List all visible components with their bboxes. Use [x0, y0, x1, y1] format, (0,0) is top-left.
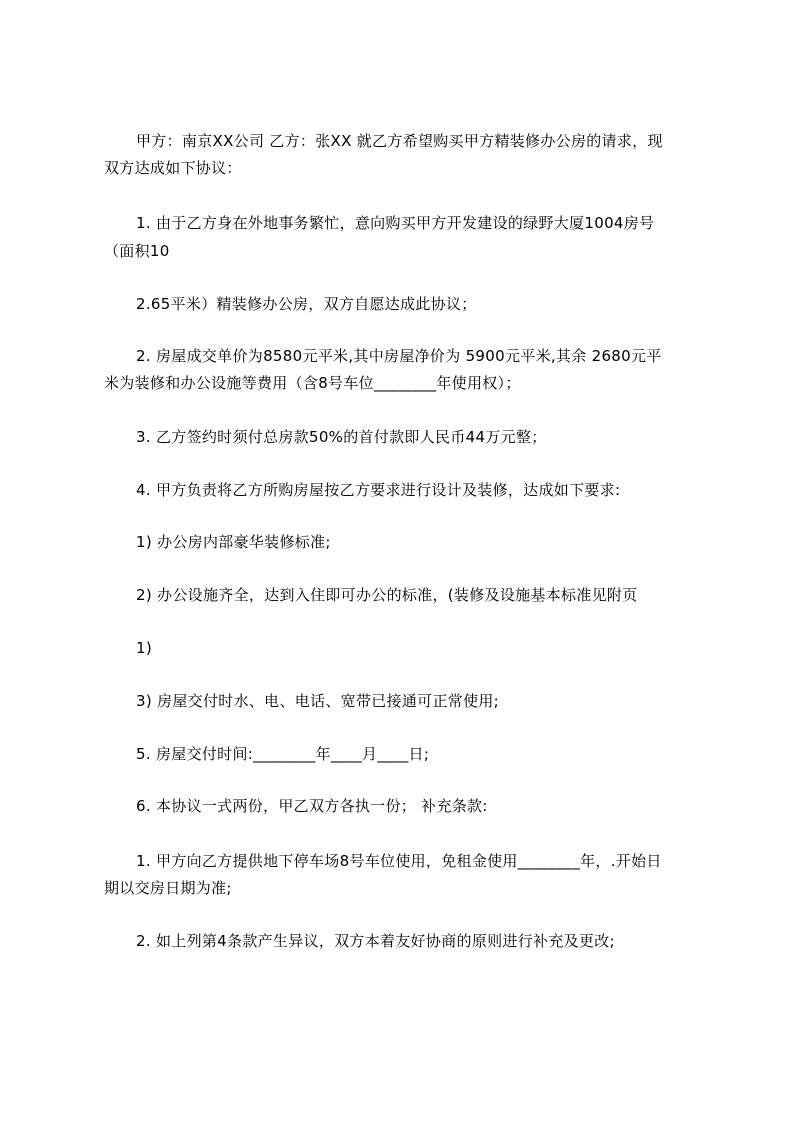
- clause-5: 5. 房屋交付时间:________年____月____日;: [136, 745, 430, 763]
- clause-4-item-3: 3) 房屋交付时水、电、电话、宽带已接通可正常使用;: [136, 692, 500, 710]
- supplement-2: 2. 如上列第4条款产生异议，双方本着友好协商的原则进行补充及更改;: [136, 932, 615, 950]
- supplement-1-line-2: 期以交房日期为准;: [104, 879, 232, 897]
- clause-3: 3. 乙方签约时须付总房款50%的首付款即人民币44万元整；: [136, 428, 547, 446]
- clause-1-line-3: 2.65平米）精装修办公房，双方自愿达成此协议；: [136, 295, 477, 313]
- clause-2-line-1: 2. 房屋成交单价为8580元平米,其中房屋净价为 5900元平米,其余 2680元平: [136, 347, 662, 365]
- clause-4-item-1: 1) 办公房内部豪华装修标准;: [136, 533, 331, 551]
- clause-2-line-2: 米为装修和办公设施等费用（含8号车位________年使用权）；: [104, 374, 521, 392]
- preamble-line-2: 双方达成如下协议：: [104, 159, 242, 177]
- clause-4: 4. 甲方负责将乙方所购房屋按乙方要求进行设计及装修，达成如下要求:: [136, 481, 621, 499]
- clause-4-item-2-cont: 1): [136, 639, 152, 657]
- supplement-1-line-1: 1. 甲方向乙方提供地下停车场8号车位使用，免租金使用________年，.开始日: [136, 852, 662, 870]
- clause-1-line-2: （面积10: [104, 242, 170, 260]
- clause-4-item-2: 2) 办公设施齐全，达到入住即可办公的标准，(装修及设施基本标准见附页: [136, 586, 638, 604]
- preamble-line-1: 甲方：南京XX公司 乙方：张XX 就乙方希望购买甲方精装修办公房的请求，现: [136, 132, 663, 150]
- clause-6: 6. 本协议一式两份，甲乙双方各执一份； 补充条款:: [136, 797, 488, 815]
- clause-1-line-1: 1. 由于乙方身在外地事务繁忙，意向购买甲方开发建设的绿野大厦1004房号: [136, 214, 655, 232]
